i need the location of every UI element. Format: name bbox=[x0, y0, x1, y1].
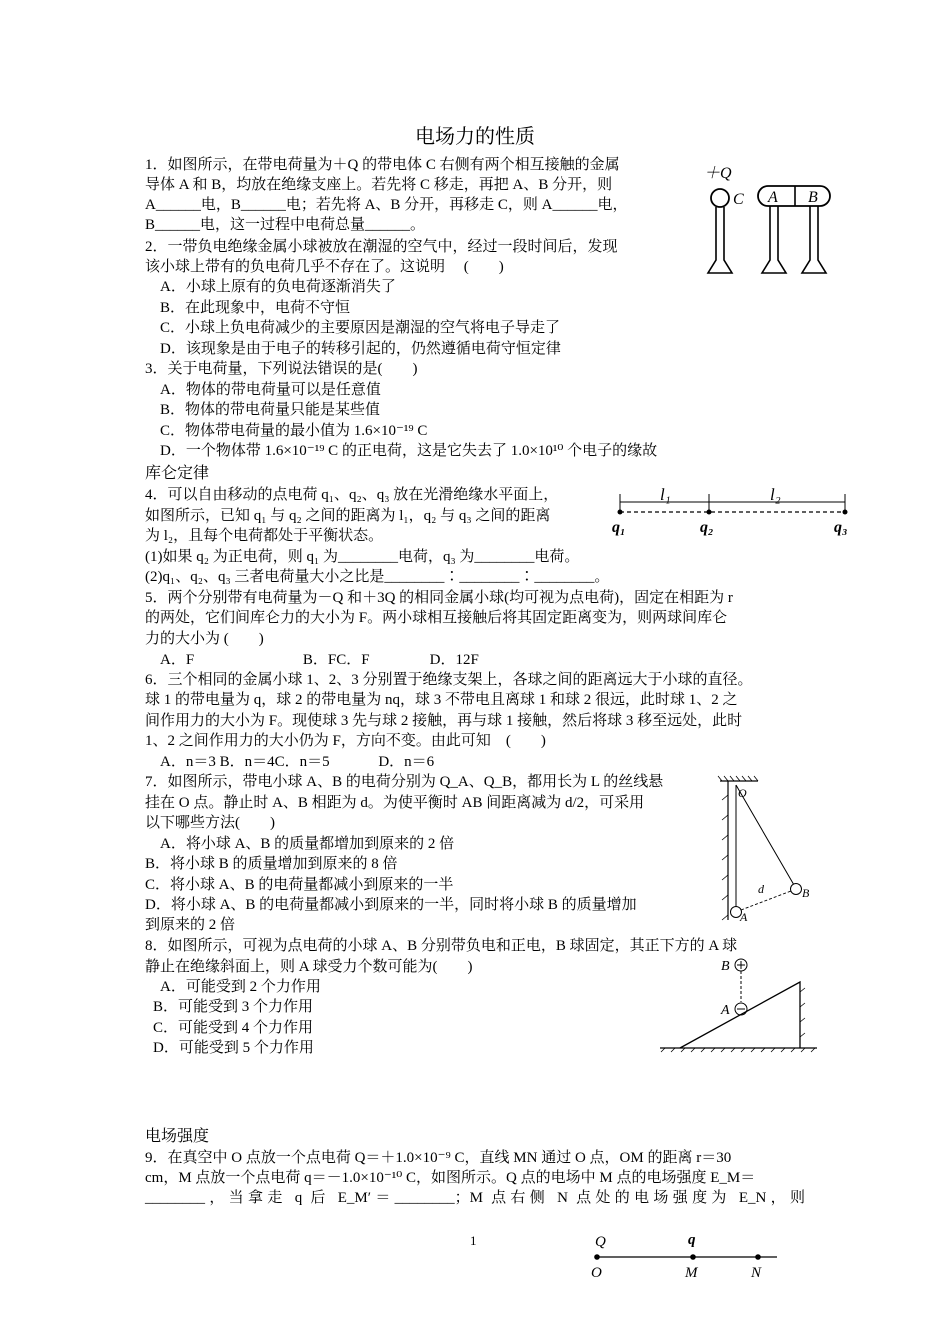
q1-line3: A______电，B______电；若先将 A、B 分开，再移走 C，则 A______电， bbox=[145, 197, 628, 213]
q6-line1: 6．三个相同的金属小球 1、2、3 分别置于绝缘支架上，各球之间的距离远大于小球的直径。 bbox=[145, 672, 753, 688]
fig7-d-label: d bbox=[758, 882, 764, 896]
q7-line2: 挂在 O 点。静止时 A、B 相距为 d。为使平衡时 AB 间距离减为 d/2，可采用 bbox=[145, 795, 645, 811]
fig4-q1-label: q₁ bbox=[612, 519, 626, 536]
fig8-incline bbox=[680, 982, 800, 1048]
fig9-point-o bbox=[594, 1254, 600, 1260]
fig9-q-label: q bbox=[688, 1232, 696, 1248]
q3-option-d: D．一个物体带 1.6×10⁻¹⁹ C 的正电荷，这是它失去了 1.0×10¹⁰ 个电子的缘故 bbox=[160, 443, 658, 459]
fig4-q2-label: q₂ bbox=[700, 519, 714, 536]
fig4-q3-label: q₃ bbox=[834, 519, 848, 536]
q7-option-d-cont: 到原来的 2 倍 bbox=[145, 917, 236, 933]
fig9-N-label: N bbox=[751, 1265, 762, 1281]
q8-line2: 静止在绝缘斜面上，则 A 球受力个数可能为( ) bbox=[145, 959, 473, 975]
q5-line3: 力的大小为 ( ) bbox=[145, 631, 264, 647]
q8-option-c: C．可能受到 4 个力作用 bbox=[153, 1020, 314, 1036]
fig1-stand-c bbox=[708, 207, 732, 273]
q4-line3: 为 l₂，且每个电荷都处于平衡状态。 bbox=[145, 528, 384, 544]
fig8-incline-hatch bbox=[800, 988, 805, 1037]
fig9-point-n bbox=[755, 1254, 761, 1260]
q2-option-a: A．小球上原有的负电荷逐渐消失了 bbox=[160, 279, 396, 295]
fig1-stand-a bbox=[762, 206, 786, 273]
fig1-b-label: B bbox=[808, 189, 818, 206]
fig1-sphere-c bbox=[711, 189, 729, 207]
figure-incline-balls bbox=[655, 952, 820, 1052]
figure-three-charges bbox=[610, 485, 850, 538]
q7-option-c: C．将小球 A、B 的电荷量都减小到原来的一半 bbox=[145, 877, 454, 893]
fig1-plus-q-label: ＋Q bbox=[704, 165, 732, 182]
q5-line2: 的两处，它们间库仑力的大小为 F。两小球相互接触后将其固定距离变为，则两球间库仑 bbox=[145, 610, 728, 626]
q9-line2: cm，M 点放一个点电荷 q＝－1.0×10⁻¹⁰ C，如图所示。Q 点的电场中 M 点的电场强度 E_M＝ bbox=[145, 1170, 756, 1186]
fig7-thread-b bbox=[736, 785, 794, 885]
q9-line1: 9．在真空中 O 点放一个点电荷 Q＝＋1.0×10⁻⁹ C，直线 MN 通过 O 点，OM 的距离 r＝30 bbox=[145, 1150, 732, 1166]
fig7-ball-b bbox=[791, 884, 802, 895]
fig4-l1-label: l₁ bbox=[660, 485, 671, 504]
q1-line4: B______电，这一过程中电荷总量______。 bbox=[145, 217, 426, 233]
q5-options: A．F B．FC．F D．12F bbox=[160, 652, 479, 668]
q6-options: A．n＝3 B．n＝4C．n＝5 D．n＝6 bbox=[160, 754, 435, 770]
figure-charged-conductors bbox=[700, 160, 840, 280]
fig9-O-label: O bbox=[591, 1265, 602, 1281]
section-heading-field: 电场强度 bbox=[145, 1126, 210, 1145]
fig4-q3-dot bbox=[843, 510, 848, 515]
fig4-q1-dot bbox=[618, 510, 623, 515]
fig7-ceiling-hatch bbox=[718, 776, 758, 781]
q2-line2: 该小球上带有的负电荷几乎不存在了。这说明 ( ) bbox=[145, 259, 504, 275]
fig4-l2-label: l₂ bbox=[770, 485, 781, 504]
q7-line3: 以下哪些方法( ) bbox=[145, 815, 275, 831]
q2-option-b: B．在此现象中，电荷不守恒 bbox=[160, 300, 351, 316]
fig8-b-label: B bbox=[721, 959, 730, 974]
q4-sub1: (1)如果 q₂ 为正电荷，则 q₁ 为________电荷，q₃ 为________电荷。 bbox=[145, 549, 580, 565]
q6-line2: 球 1 的带电量为 q，球 2 的带电量为 nq，球 3 不带电且离球 1 和球 2 很远，此时球 1、2 之 bbox=[145, 692, 738, 708]
fig9-Q-label: Q bbox=[595, 1234, 606, 1250]
fig4-q2-dot bbox=[707, 510, 712, 515]
fig7-o-label: O bbox=[738, 786, 747, 800]
fig7-distance-d bbox=[741, 891, 791, 910]
page-number: 1 bbox=[470, 1233, 477, 1248]
q2-option-d: D．该现象是由于电子的转移引起的，仍然遵循电荷守恒定律 bbox=[160, 341, 561, 357]
q2-option-c: C．小球上负电荷减少的主要原因是潮湿的空气将电子导走了 bbox=[160, 320, 561, 336]
fig1-stand-b bbox=[802, 206, 826, 273]
q8-option-a: A．可能受到 2 个力作用 bbox=[160, 979, 321, 995]
section-heading-coulomb: 库仑定律 bbox=[145, 463, 210, 482]
q3-option-c: C．物体带电荷量的最小值为 1.6×10⁻¹⁹ C bbox=[160, 423, 428, 439]
q7-option-d: D．将小球 A、B 的电荷量都减小到原来的一半，同时将小球 B 的质量增加 bbox=[145, 897, 637, 913]
q4-sub2: (2)q₁、q₂、q₃ 三者电荷量大小之比是________∶________∶________。 bbox=[145, 569, 610, 585]
q1-line1: 1．如图所示，在带电荷量为＋Q 的带电体 C 右侧有两个相互接触的金属 bbox=[145, 157, 620, 173]
page-title: 电场力的性质 bbox=[415, 124, 535, 148]
q7-line1: 7．如图所示，带电小球 A、B 的电荷分别为 Q_A、Q_B，都用长为 L 的丝线悬 bbox=[145, 774, 664, 790]
q5-line1: 5．两个分别带有电荷量为－Q 和＋3Q 的相同金属小球(均可视为点电荷)，固定在相距为 r bbox=[145, 590, 733, 606]
q7-option-a: A．将小球 A、B 的质量都增加到原来的 2 倍 bbox=[160, 836, 455, 852]
fig7-b-label: B bbox=[802, 886, 810, 900]
fig7-a-label: A bbox=[740, 910, 748, 924]
fig1-a-label: A bbox=[768, 189, 778, 206]
fig9-M-label: M bbox=[685, 1265, 698, 1281]
figure-hanging-balls bbox=[718, 775, 818, 925]
q7-option-b: B．将小球 B 的质量增加到原来的 8 倍 bbox=[145, 856, 398, 872]
fig7-wall-hatch bbox=[722, 795, 728, 920]
q3-stem: 3．关于电荷量，下列说法错误的是( ) bbox=[145, 361, 418, 377]
q9-line3: ________，当拿走 q 后 E_M′＝________；M 点右侧 N 点处的电场强度为 E_N，则 bbox=[145, 1190, 805, 1206]
fig9-point-m bbox=[690, 1254, 696, 1260]
q2-line1: 2．一带负电绝缘金属小球被放在潮湿的空气中，经过一段时间后，发现 bbox=[145, 239, 618, 255]
figure-line-mn bbox=[585, 1228, 785, 1281]
q6-line3: 间作用力的大小为 F。现使球 3 先与球 2 接触，再与球 1 接触，然后将球 3 移至远处，此时 bbox=[145, 713, 743, 729]
q4-line2: 如图所示，已知 q₁ 与 q₂ 之间的距离为 l₁，q₂ 与 q₃ 之间的距离 bbox=[145, 508, 551, 524]
q3-option-a: A．物体的带电荷量可以是任意值 bbox=[160, 382, 381, 398]
q6-line4: 1、2 之间作用力的大小仍为 F，方向不变。由此可知 ( ) bbox=[145, 733, 546, 749]
q1-line2: 导体 A 和 B，均放在绝缘支座上。若先将 C 移走，再把 A、B 分开，则 bbox=[145, 177, 613, 193]
q8-option-d: D．可能受到 5 个力作用 bbox=[153, 1040, 314, 1056]
q3-option-b: B．物体的带电荷量只能是某些值 bbox=[160, 402, 381, 418]
fig8-a-label: A bbox=[721, 1003, 730, 1018]
q4-line1: 4．可以自由移动的点电荷 q₁、q₂、q₃ 放在光滑绝缘水平面上， bbox=[145, 487, 559, 503]
q8-line1: 8．如图所示，可视为点电荷的小球 A、B 分别带负电和正电，B 球固定，其正下方的 A 球 bbox=[145, 938, 738, 954]
fig1-c-label: C bbox=[733, 191, 744, 208]
q8-option-b: B．可能受到 3 个力作用 bbox=[153, 999, 314, 1015]
